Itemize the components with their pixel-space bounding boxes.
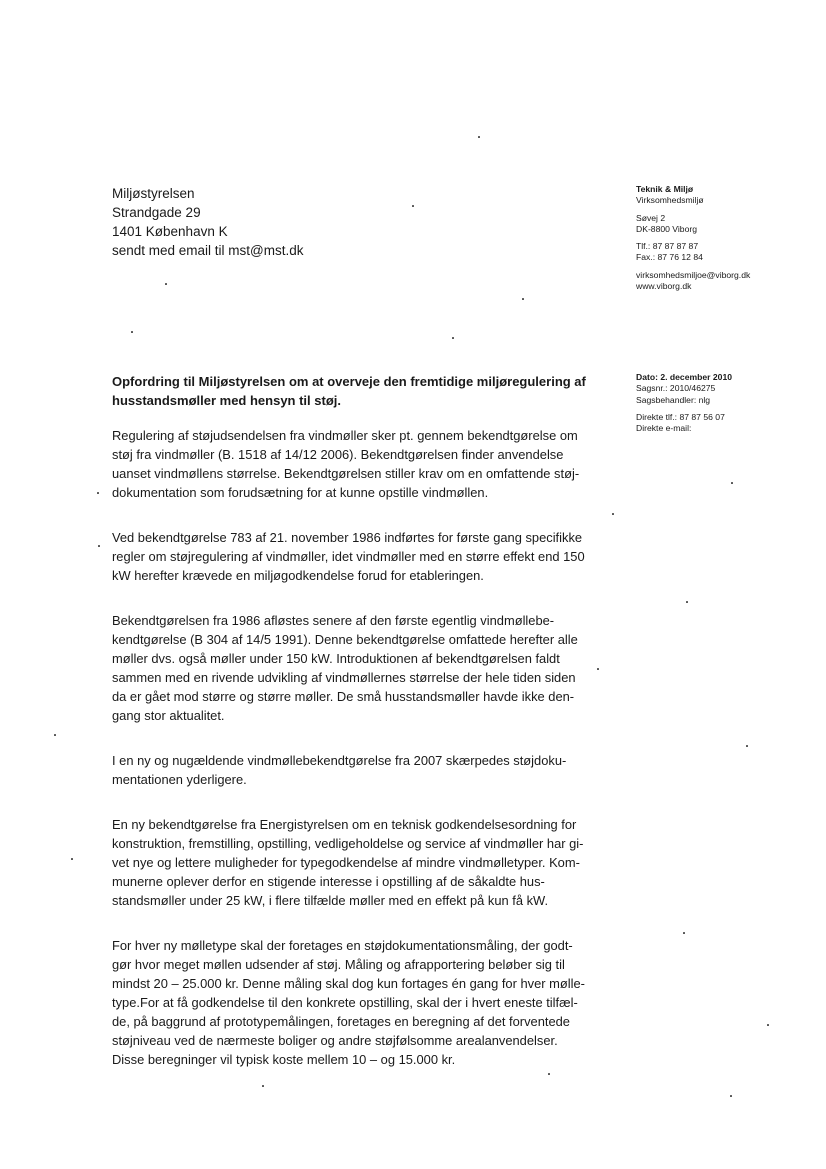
letter-body <box>112 426 602 1095</box>
body-paragraph <box>112 611 602 725</box>
subject-line: husstandsmøller med hensyn til støj. <box>112 393 341 408</box>
subject-line: Opfordring til Miljøstyrelsen om at overveje den fremtidige miljøregulering af <box>112 374 586 389</box>
paragraph-line: For hver ny mølletype skal der foretages en støjdokumentationsmåling, der godt- <box>112 938 573 953</box>
direct-email: Direkte e-mail: <box>636 423 692 434</box>
body-paragraph <box>112 528 602 585</box>
paragraph-line: vet nye og lettere muligheder for typegodkendelse af mindre vindmølletyper. Kom- <box>112 855 580 870</box>
paragraph-line: støjniveau ved de nærmeste boliger og andre støjfølsomme arealanvendelser. <box>112 1033 558 1048</box>
letter-subject <box>112 372 602 410</box>
paragraph-line: kW herefter krævede en miljøgodkendelse forud for etableringen. <box>112 568 484 583</box>
paragraph-line: I en ny og nugældende vindmøllebekendtgørelse fra 2007 skærpedes støjdoku- <box>112 753 567 768</box>
paragraph-line: kendtgørelse (B 304 af 14/5 1991). Denne bekendtgørelse omfattede herefter alle <box>112 632 578 647</box>
paragraph-line: mentationen yderligere. <box>112 772 247 787</box>
paragraph-line: støj fra vindmøller (B. 1518 af 14/12 2006). Bekendtgørelsen finder anvendelse <box>112 447 564 462</box>
sender-department: Teknik & Miljø <box>636 184 694 194</box>
recipient-line: Strandgade 29 <box>112 205 201 220</box>
paragraph-line: uanset vindmøllens størrelse. Bekendtgørelsen stiller krav om en omfattende støj- <box>112 466 580 481</box>
sender-fax: Fax.: 87 76 12 84 <box>636 252 703 263</box>
paragraph-line: Regulering af støjudsendelsen fra vindmøller sker pt. gennem bekendtgørelse om <box>112 428 578 443</box>
case-info <box>636 372 816 434</box>
paragraph-line: mindst 20 – 25.000 kr. Denne måling skal dog kun fortages én gang for hver mølle- <box>112 976 585 991</box>
paragraph-line: gang stor aktualitet. <box>112 708 225 723</box>
paragraph-line: standsmøller under 25 kW, i flere tilfælde møller med en effekt på kun få kW. <box>112 893 549 908</box>
paragraph-line: munerne oplever derfor en stigende interesse i opstilling af de såkaldte hus- <box>112 874 545 889</box>
paragraph-line: møller dvs. også møller under 150 kW. Introduktionen af bekendtgørelsen faldt <box>112 651 560 666</box>
body-paragraph <box>112 751 602 789</box>
letter-date: Dato: 2. december 2010 <box>636 372 733 382</box>
paragraph-line: regler om støjregulering af vindmøller, idet vindmøller med en større effekt end 150 <box>112 549 585 564</box>
sender-block <box>636 184 816 292</box>
paragraph-line: konstruktion, fremstilling, opstilling, vedligeholdelse og service af vindmøller har gi- <box>112 836 584 851</box>
case-number: Sagsnr.: 2010/46275 <box>636 383 716 394</box>
sender-email: virksomhedsmiljoe@viborg.dk <box>636 269 751 280</box>
body-paragraph <box>112 426 602 502</box>
body-paragraph <box>112 936 602 1069</box>
sender-web: www.viborg.dk <box>636 281 692 292</box>
paragraph-line: Ved bekendtgørelse 783 af 21. november 1986 indførtes for første gang specifikke <box>112 530 583 545</box>
recipient-line: Miljøstyrelsen <box>112 186 195 201</box>
paragraph-line: gør hvor meget møllen udsender af støj. Måling og afrapportering beløber sig til <box>112 957 565 972</box>
paragraph-line: de, på baggrund af prototypemålingen, foretages en beregning af det forventede <box>112 1014 570 1029</box>
sender-unit: Virksomhedsmiljø <box>636 195 704 206</box>
body-paragraph <box>112 815 602 910</box>
sender-city: DK-8800 Viborg <box>636 223 697 234</box>
paragraph-line: dokumentation som forudsætning for at kunne opstille vindmøllen. <box>112 485 489 500</box>
paragraph-line: da er gået mod større og større møller. De små husstandsmøller havde ikke den- <box>112 689 575 704</box>
recipient-line: 1401 København K <box>112 224 228 239</box>
direct-phone: Direkte tlf.: 87 87 56 07 <box>636 411 725 422</box>
paragraph-line: sammen med en rivende udvikling af vindmøllernes størrelse der hele tiden siden <box>112 670 576 685</box>
sender-phone: Tlf.: 87 87 87 87 <box>636 241 699 252</box>
recipient-line: sendt med email til mst@mst.dk <box>112 243 304 258</box>
case-handler: Sagsbehandler: nlg <box>636 394 711 405</box>
sender-street: Søvej 2 <box>636 212 666 223</box>
paragraph-line: Disse beregninger vil typisk koste mellem 10 – og 15.000 kr. <box>112 1052 456 1067</box>
paragraph-line: type.For at få godkendelse til den konkrete opstilling, skal der i hvert eneste tilfæl- <box>112 995 578 1010</box>
paragraph-line: En ny bekendtgørelse fra Energistyrelsen om en teknisk godkendelsesordning for <box>112 817 577 832</box>
recipient-address <box>112 184 412 260</box>
paragraph-line: Bekendtgørelsen fra 1986 afløstes senere af den første egentlig vindmøllebe- <box>112 613 555 628</box>
